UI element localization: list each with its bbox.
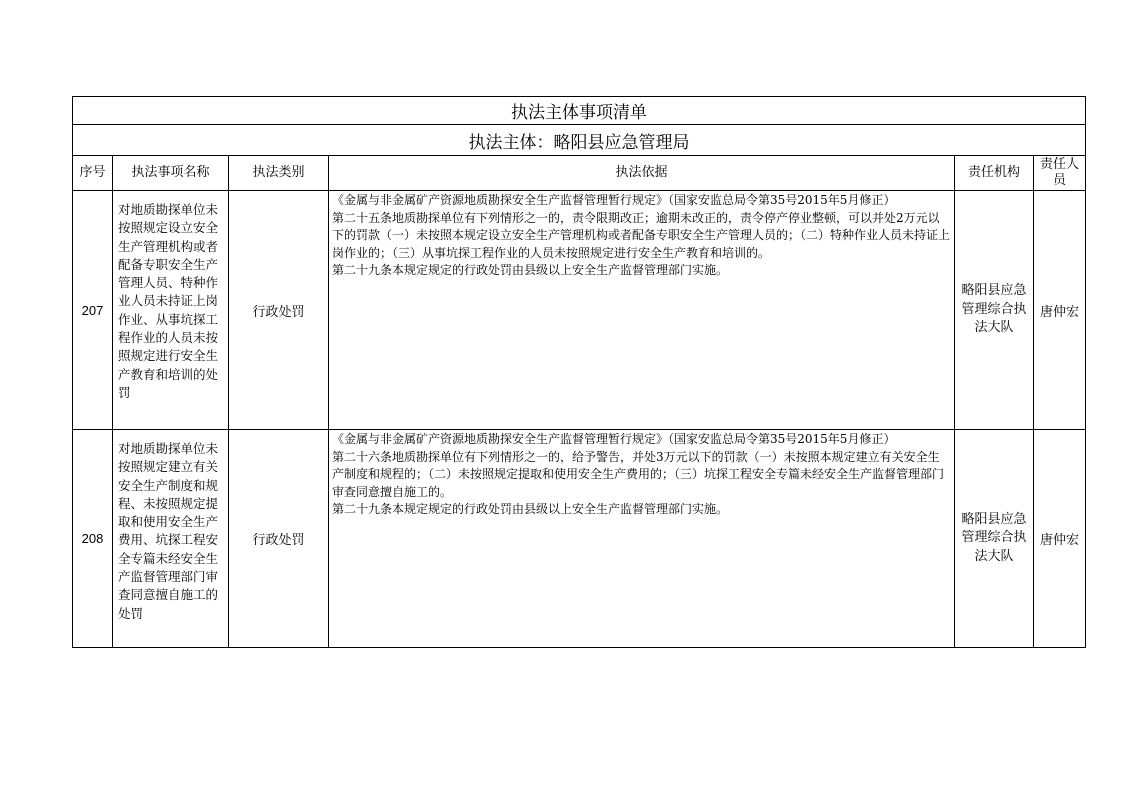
row-person: 唐仲宏 (1034, 430, 1086, 648)
header-seq: 序号 (73, 156, 113, 191)
basis-regulation: 《金属与非金属矿产资源地质勘探安全生产监督管理暂行规定》（国家安监总局令第35号2015年5月修正） (332, 193, 896, 207)
row-basis (329, 430, 955, 648)
row-seq: 207 (73, 191, 113, 430)
header-category: 执法类别 (229, 156, 329, 191)
page-title: 执法主体事项清单 (73, 97, 1086, 125)
row-category: 行政处罚 (229, 430, 329, 648)
row-item-name: 对地质勘探单位未按照规定设立安全生产管理机构或者配备专职安全生产管理人员、特种作业人员未持证上岗作业、从事坑探工程作业的人员未按照规定进行安全生产教育和培训的处罚 (113, 191, 229, 430)
header-item-name: 执法事项名称 (113, 156, 229, 191)
row-item-name: 对地质勘探单位未按照规定建立有关安全生产制度和规程、未按照规定提取和使用安全生产费用、坑探工程安全专篇未经安全生产监督管理部门审查同意擅自施工的处罚 (113, 430, 229, 648)
row-org: 略阳县应急管理综合执法大队 (955, 191, 1034, 430)
basis-regulation: 《金属与非金属矿产资源地质勘探安全生产监督管理暂行规定》（国家安监总局令第35号2015年5月修正） (332, 432, 896, 446)
table-row (73, 430, 1086, 648)
header-row (73, 156, 1086, 191)
basis-article: 第二十六条地质勘探单位有下列情形之一的，给予警告，并处3万元以下的罚款（一）未按照本规定建立有关安全生产制度和规程的；（二）未按照规定提取和使用安全生产费用的；（三）坑探工程安全专篇未经安全生产监督管理部门审查同意擅自施工的。 (332, 449, 945, 499)
table-row (73, 191, 1086, 430)
header-person: 责任人员 (1034, 156, 1086, 191)
row-basis (329, 191, 955, 430)
enforcement-items-table (72, 96, 1086, 648)
row-person: 唐仲宏 (1034, 191, 1086, 430)
row-org: 略阳县应急管理综合执法大队 (955, 430, 1034, 648)
header-basis: 执法依据 (329, 156, 955, 191)
basis-article: 第二十九条本规定规定的行政处罚由县级以上安全生产监督管理部门实施。 (332, 502, 729, 516)
basis-article: 第二十九条本规定规定的行政处罚由县级以上安全生产监督管理部门实施。 (332, 263, 729, 277)
row-category: 行政处罚 (229, 191, 329, 430)
header-org: 责任机构 (955, 156, 1034, 191)
basis-article: 第二十五条地质勘探单位有下列情形之一的，责令限期改正；逾期未改正的，责令停产停业整顿，可以并处2万元以下的罚款（一）未按照本规定设立安全生产管理机构或者配备专职安全生产管理人员的；（二）特种作业人员未持证上岗作业的；（三）从事坑探工程作业的人员未按照规定进行安全生产教育和培训的。 (332, 210, 951, 260)
enforcement-subject: 执法主体：略阳县应急管理局 (73, 125, 1086, 156)
row-seq: 208 (73, 430, 113, 648)
